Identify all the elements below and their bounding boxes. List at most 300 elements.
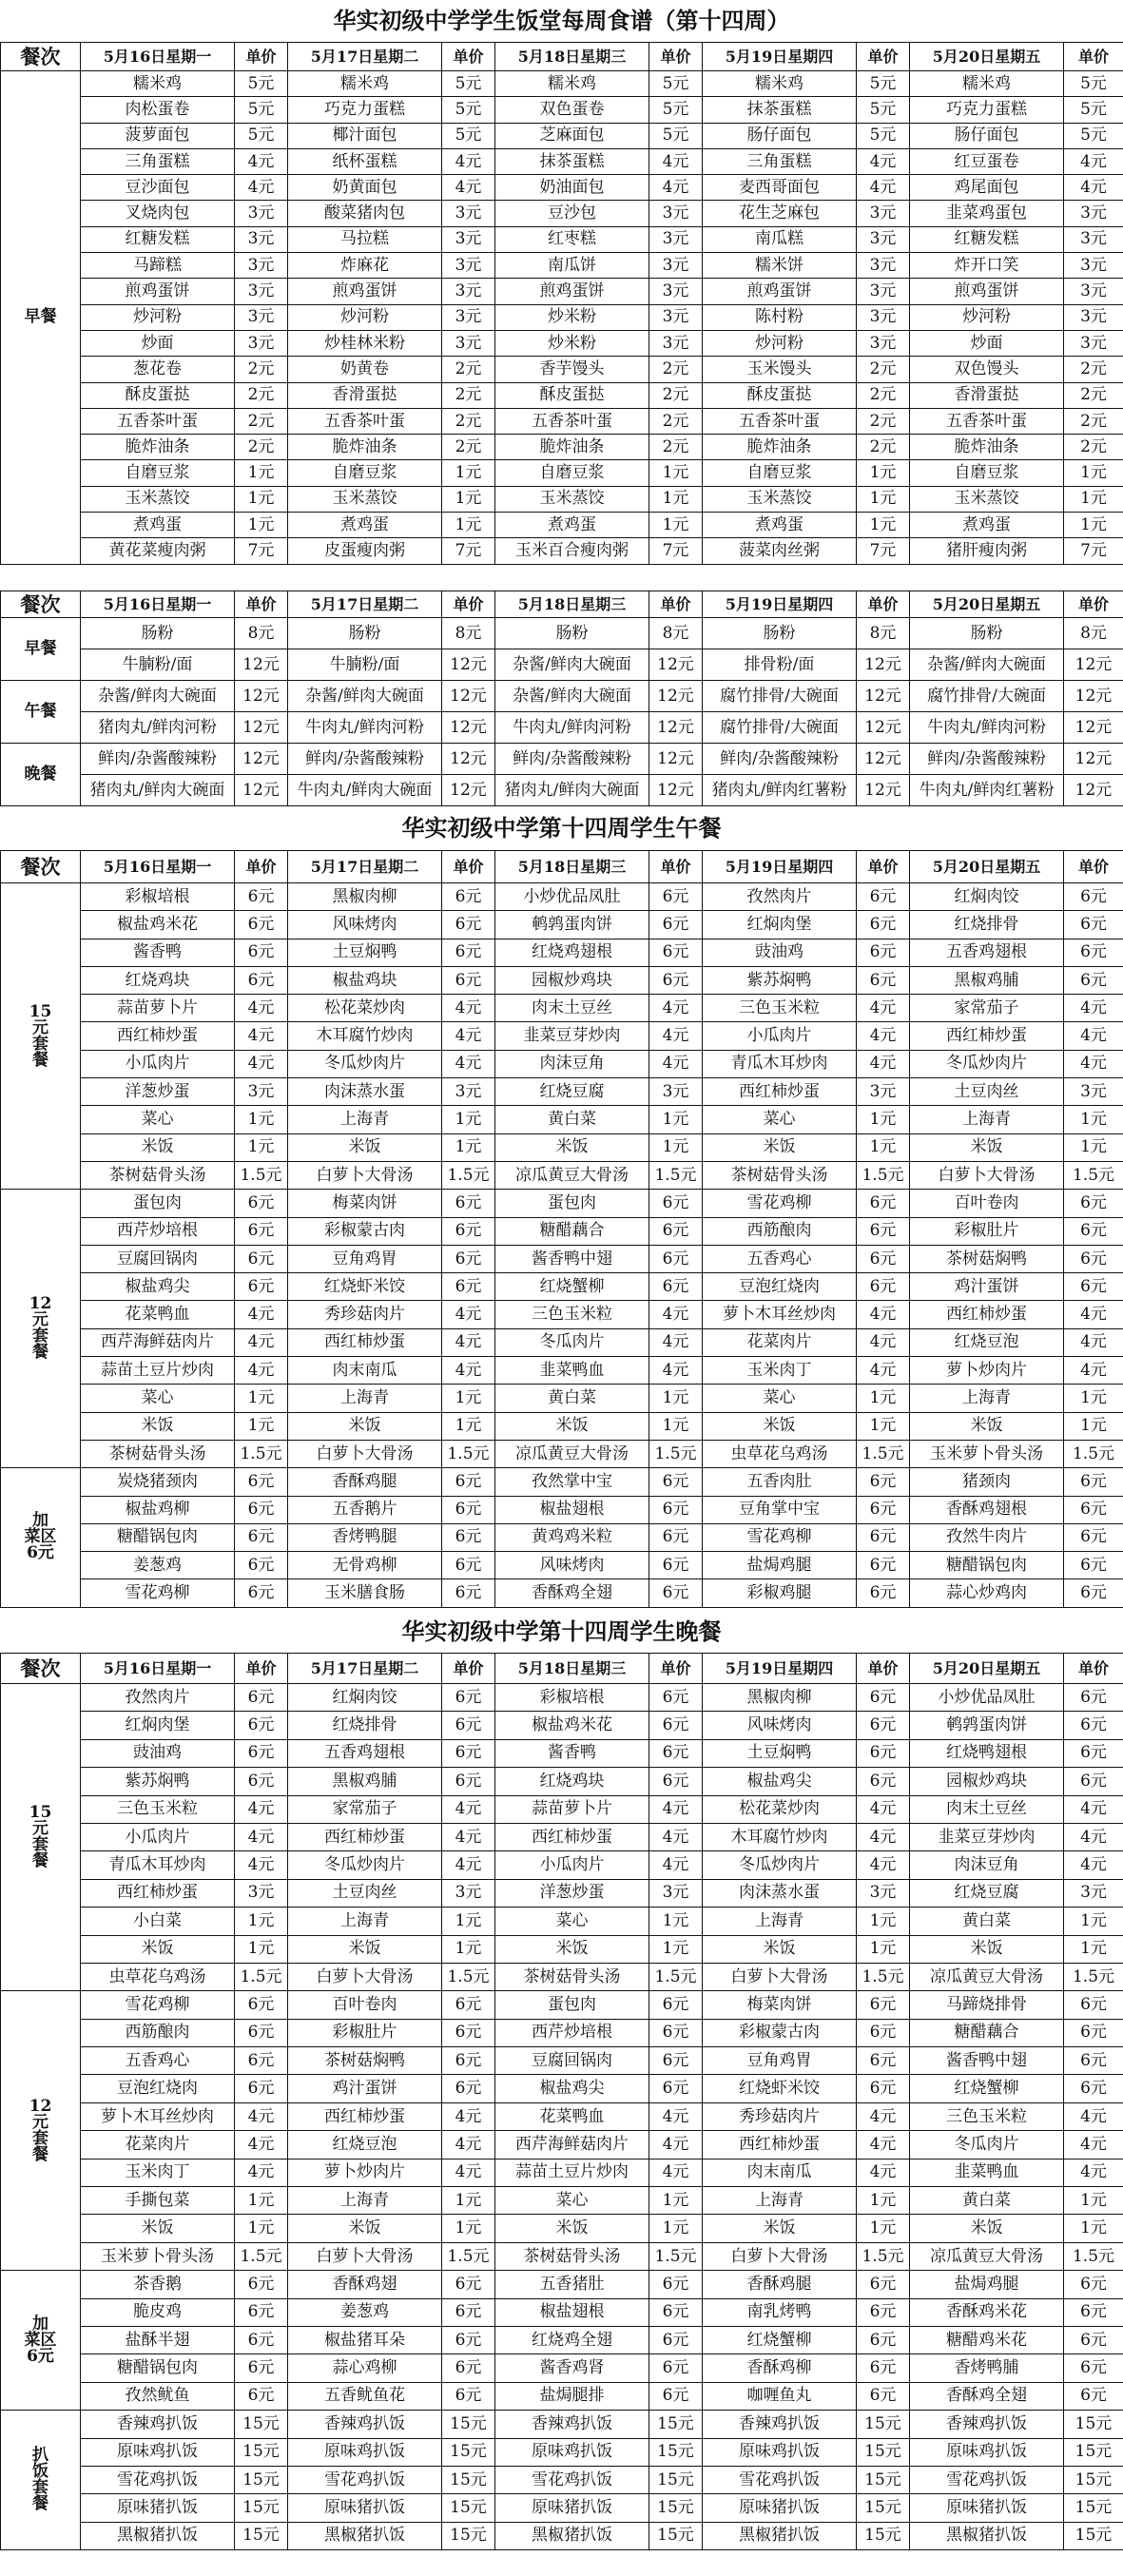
lunch-dish-cell: 花菜鸭血 [81,1301,235,1328]
dinner-dish-cell: 米饭 [703,2215,857,2242]
dinner-price-cell: 15元 [442,2522,495,2549]
dinner-dish-cell: 木耳腐竹炒肉 [703,1823,857,1850]
breakfast-dish-cell: 炒米粉 [495,330,649,356]
lunch-dish-cell: 孜然肉片 [703,883,857,911]
breakfast-dish-cell: 菠萝面包 [81,123,235,148]
breakfast-price-cell: 2元 [442,357,495,382]
dinner-dish-cell: 雪花鸡扒饭 [495,2466,649,2493]
dinner-price-cell: 4元 [857,1851,910,1879]
breakfast-price-cell: 1元 [649,513,703,538]
special-category-label: 午餐 [1,681,81,744]
lunch-price-cell: 6元 [649,939,703,966]
dinner-dish-cell: 椒盐鸡米花 [495,1712,649,1739]
lunch-price-cell: 4元 [442,1050,495,1077]
special-price-cell: 8元 [857,618,910,649]
dinner-dish-cell: 豉油鸡 [81,1739,235,1767]
lunch-price-cell: 6元 [857,1217,910,1245]
special-dish-cell: 猪肉丸/鲜肉大碗面 [81,775,235,806]
lunch-price-cell: 1元 [857,1412,910,1440]
lunch-price-cell: 6元 [442,1579,495,1607]
lunch-price-cell: 6元 [857,1579,910,1607]
dinner-row [1,2159,1123,2186]
breakfast-price-cell: 3元 [857,226,910,252]
breakfast-price-cell: 1元 [857,486,910,512]
lunch-dish-cell: 三色玉米粒 [495,1301,649,1328]
dinner-price-cell: 4元 [235,1795,288,1823]
lunch-row [1,1022,1123,1050]
dinner-dish-cell: 黑椒猪扒饭 [81,2522,235,2549]
dinner-dish-cell: 红焖肉堡 [81,1712,235,1739]
special-header-cell: 5月18日星期三 [495,591,649,618]
lunch-dish-cell: 五香肉肚 [703,1468,857,1496]
dinner-dish-cell: 酱香鸡肾 [495,2354,649,2382]
dinner-price-cell: 6元 [857,1684,910,1712]
lunch-price-cell: 1.5元 [1064,1161,1123,1189]
dinner-dish-cell: 西红柿炒蛋 [288,1823,442,1850]
lunch-dish-cell: 蛋包肉 [495,1190,649,1217]
lunch-dish-cell: 玉米萝卜骨头汤 [910,1440,1064,1467]
dinner-price-cell: 1元 [649,1935,703,1963]
breakfast-price-cell: 3元 [235,279,288,304]
dinner-dish-cell: 冬瓜炒肉片 [288,1851,442,1879]
breakfast-dish-cell: 双色馒头 [910,357,1064,382]
breakfast-price-cell: 3元 [235,253,288,279]
lunch-dish-cell: 百叶卷肉 [910,1190,1064,1217]
lunch-dish-cell: 韭菜鸭血 [495,1357,649,1385]
lunch-price-cell: 4元 [442,995,495,1022]
special-dish-cell: 牛腩粉/面 [81,649,235,681]
dinner-price-cell: 6元 [1064,1684,1123,1712]
lunch-dish-cell: 土豆肉丝 [910,1078,1064,1106]
dinner-dish-cell: 红烧鸭翅根 [910,1739,1064,1767]
breakfast-table [0,42,1123,565]
dinner-dish-cell: 香辣鸡扒饭 [495,2411,649,2438]
lunch-price-cell: 6元 [442,1552,495,1579]
lunch-price-cell: 6元 [442,911,495,939]
special-header-cell: 单价 [1064,591,1123,618]
breakfast-row [1,538,1123,564]
dinner-dish-cell: 雪花鸡柳 [81,1991,235,2019]
dinner-dish-cell: 椒盐猪耳朵 [288,2326,442,2353]
lunch-price-cell: 6元 [857,1273,910,1301]
dinner-price-cell: 4元 [1064,1851,1123,1879]
dinner-dish-cell: 洋葱炒蛋 [495,1879,649,1907]
lunch-dish-cell: 肉末土豆丝 [495,995,649,1022]
special-price-cell: 12元 [1064,744,1123,775]
lunch-price-cell: 6元 [1064,1273,1123,1301]
breakfast-price-cell: 2元 [1064,408,1123,434]
lunch-table-block [0,850,1123,1608]
lunch-dish-cell: 蒜苗土豆片炒肉 [81,1357,235,1385]
lunch-price-cell: 6元 [442,1496,495,1523]
breakfast-price-cell: 5元 [649,123,703,148]
lunch-dish-cell: 上海青 [288,1106,442,1133]
lunch-dish-cell: 西芹海鲜菇肉片 [81,1328,235,1356]
breakfast-price-cell: 3元 [235,304,288,330]
dinner-price-cell: 6元 [442,1739,495,1767]
breakfast-price-cell: 2元 [649,408,703,434]
breakfast-dish-cell: 糯米鸡 [81,71,235,97]
breakfast-price-cell: 2元 [857,408,910,434]
lunch-dish-cell: 米饭 [910,1133,1064,1161]
breakfast-dish-cell: 脆炸油条 [703,435,857,460]
special-dish-cell: 牛腩粉/面 [288,649,442,681]
dinner-price-cell: 6元 [1064,2382,1123,2410]
lunch-dish-cell: 菜心 [81,1385,235,1412]
special-dish-cell: 猪肉丸/鲜肉河粉 [81,712,235,744]
dinner-dish-cell: 小白菜 [81,1908,235,1935]
breakfast-dish-cell: 炒河粉 [288,304,442,330]
dinner-price-cell: 6元 [235,1991,288,2019]
dinner-price-cell: 6元 [235,2382,288,2410]
lunch-dish-cell: 西红柿炒蛋 [703,1078,857,1106]
breakfast-dish-cell: 玉米蒸饺 [288,486,442,512]
special-price-cell: 12元 [649,775,703,806]
dinner-price-cell: 6元 [1064,2298,1123,2326]
dinner-price-cell: 1元 [442,2187,495,2215]
breakfast-price-cell: 3元 [649,226,703,252]
dinner-row [1,2326,1123,2353]
lunch-dish-cell: 肉沫蒸水蛋 [288,1078,442,1106]
lunch-dish-cell: 彩椒蒙古肉 [288,1217,442,1245]
dinner-dish-cell: 秀珍菇肉片 [703,2102,857,2130]
dinner-dish-cell: 酱香鸭中翅 [910,2047,1064,2075]
breakfast-dish-cell: 抹茶蛋糕 [703,97,857,123]
breakfast-dish-cell: 脆炸油条 [288,435,442,460]
dinner-price-cell: 6元 [235,2298,288,2326]
special-dish-cell: 肠粉 [910,618,1064,649]
dinner-dish-cell: 椒盐鸡尖 [703,1768,857,1795]
dinner-price-cell: 6元 [235,2047,288,2075]
dinner-header-cell: 5月19日星期四 [703,1654,857,1684]
lunch-price-cell: 6元 [649,883,703,911]
breakfast-row [1,486,1123,512]
dinner-dish-cell: 南乳烤鸭 [703,2298,857,2326]
dinner-dish-cell: 香酥鸡全翅 [910,2382,1064,2410]
dinner-dish-cell: 雪花鸡扒饭 [910,2466,1064,2493]
lunch-price-cell: 6元 [649,1217,703,1245]
breakfast-price-cell: 7元 [649,538,703,564]
breakfast-dish-cell: 五香茶叶蛋 [495,408,649,434]
lunch-dish-cell: 茶树菇骨头汤 [703,1161,857,1189]
lunch-price-cell: 6元 [442,1273,495,1301]
dinner-price-cell: 6元 [649,1768,703,1795]
dinner-price-cell: 6元 [442,2326,495,2353]
breakfast-price-cell: 1元 [235,486,288,512]
dinner-price-cell: 6元 [857,2019,910,2046]
lunch-row [1,1579,1123,1607]
lunch-dish-cell: 冬瓜炒肉片 [910,1050,1064,1077]
lunch-dish-cell: 鸡汁蛋饼 [910,1273,1064,1301]
dinner-price-cell: 3元 [235,1879,288,1907]
dinner-row [1,1991,1123,2019]
special-dish-cell: 鲜肉/杂酱酸辣粉 [495,744,649,775]
special-price-cell: 12元 [1064,681,1123,712]
lunch-price-cell: 6元 [235,966,288,994]
dinner-price-cell: 1元 [235,1935,288,1963]
dinner-dish-cell: 青瓜木耳炒肉 [81,1851,235,1879]
breakfast-price-cell: 2元 [442,382,495,408]
lunch-dish-cell: 糖醋锅包肉 [81,1523,235,1551]
special-category-label: 晚餐 [1,744,81,806]
dinner-dish-cell: 五香猪肚 [495,2271,649,2298]
dinner-price-cell: 4元 [235,1823,288,1850]
dinner-dish-cell: 花菜肉片 [81,2131,235,2159]
lunch-dish-cell: 茶树菇骨头汤 [81,1161,235,1189]
special-price-cell: 12元 [649,681,703,712]
special-dish-cell: 腐竹排骨/大碗面 [910,681,1064,712]
breakfast-dish-cell: 奶黄面包 [288,175,442,201]
dinner-dish-cell: 土豆焖鸭 [703,1739,857,1767]
special-dish-cell: 牛肉丸/鲜肉大碗面 [288,775,442,806]
dinner-dish-cell: 香辣鸡扒饭 [703,2411,857,2438]
lunch-price-cell: 1.5元 [235,1161,288,1189]
dinner-dish-cell: 孜然肉片 [81,1684,235,1712]
lunch-dish-cell: 蒜苗萝卜片 [81,995,235,1022]
special-price-cell: 12元 [442,681,495,712]
dinner-price-cell: 6元 [1064,2271,1123,2298]
breakfast-dish-cell: 自磨豆浆 [703,460,857,486]
dinner-dish-cell: 香辣鸡扒饭 [910,2411,1064,2438]
dinner-dish-cell: 紫苏焖鸭 [81,1768,235,1795]
breakfast-dish-cell: 炒河粉 [81,304,235,330]
breakfast-dish-cell: 三角蛋糕 [81,148,235,174]
dinner-row [1,2522,1123,2549]
dinner-dish-cell: 黑椒猪扒饭 [495,2522,649,2549]
dinner-category-label: 15 元 套 餐 [1,1684,81,1991]
dinner-dish-cell: 米饭 [288,1935,442,1963]
breakfast-price-cell: 3元 [857,279,910,304]
lunch-dish-cell: 雪花鸡柳 [81,1579,235,1607]
breakfast-dish-cell: 皮蛋瘦肉粥 [288,538,442,564]
dinner-row [1,1935,1123,1963]
breakfast-price-cell: 4元 [857,175,910,201]
breakfast-dish-cell: 自磨豆浆 [288,460,442,486]
special-dish-cell: 肠粉 [703,618,857,649]
special-dish-cell: 鲜肉/杂酱酸辣粉 [288,744,442,775]
breakfast-price-cell: 1元 [442,513,495,538]
dinner-dish-cell: 韭菜豆芽炒肉 [910,1823,1064,1850]
dinner-price-cell: 15元 [649,2411,703,2438]
dinner-dish-cell: 五香鱿鱼花 [288,2382,442,2410]
special-price-cell: 12元 [1064,649,1123,681]
breakfast-row [1,71,1123,97]
lunch-dish-cell: 米饭 [495,1133,649,1161]
dinner-price-cell: 6元 [649,1739,703,1767]
special-header-cell: 单价 [857,591,910,618]
lunch-dish-cell: 红烧豆泡 [910,1328,1064,1356]
breakfast-price-cell: 3元 [235,330,288,356]
breakfast-price-cell: 3元 [442,304,495,330]
dinner-dish-cell: 雪花鸡扒饭 [703,2466,857,2493]
dinner-price-cell: 4元 [649,2159,703,2186]
breakfast-dish-cell: 炒河粉 [910,304,1064,330]
dinner-dish-cell: 萝卜木耳丝炒肉 [81,2102,235,2130]
lunch-dish-cell: 黄白菜 [495,1385,649,1412]
lunch-price-cell: 1元 [649,1385,703,1412]
dinner-price-cell: 15元 [1064,2466,1123,2493]
dinner-dish-cell: 手撕包菜 [81,2187,235,2215]
lunch-price-cell: 4元 [649,1301,703,1328]
breakfast-row [1,382,1123,408]
breakfast-dish-cell: 玉米百合瘦肉粥 [495,538,649,564]
breakfast-price-cell: 5元 [649,71,703,97]
lunch-row [1,1385,1123,1412]
special-header-cell: 5月20日星期五 [910,591,1064,618]
dinner-dish-cell: 上海青 [703,2187,857,2215]
lunch-dish-cell: 香酥鸡全翅 [495,1579,649,1607]
dinner-price-cell: 6元 [649,2019,703,2046]
dinner-dish-cell: 香辣鸡扒饭 [288,2411,442,2438]
breakfast-price-cell: 1元 [1064,486,1123,512]
lunch-row [1,1217,1123,1245]
dinner-dish-cell: 白萝卜大骨汤 [703,1963,857,1990]
special-price-cell: 12元 [442,775,495,806]
dinner-price-cell: 6元 [442,2382,495,2410]
breakfast-price-cell: 4元 [235,175,288,201]
lunch-dish-cell: 盐焗鸡腿 [703,1552,857,1579]
special-table-block [0,591,1123,806]
dinner-dish-cell: 白萝卜大骨汤 [288,2242,442,2270]
breakfast-price-cell: 2元 [442,408,495,434]
breakfast-dish-cell: 炒面 [81,330,235,356]
dinner-price-cell: 6元 [442,2047,495,2075]
dinner-dish-cell: 凉瓜黄豆大骨汤 [910,1963,1064,1990]
dinner-dish-cell: 香酥鸡腿 [703,2271,857,2298]
breakfast-price-cell: 4元 [1064,175,1123,201]
breakfast-dish-cell: 南瓜饼 [495,253,649,279]
dinner-price-cell: 6元 [857,1768,910,1795]
breakfast-dish-cell: 香芋馒头 [495,357,649,382]
dinner-price-cell: 6元 [442,2075,495,2102]
dinner-price-cell: 15元 [649,2522,703,2549]
lunch-price-cell: 1元 [857,1106,910,1133]
lunch-dish-cell: 米饭 [288,1412,442,1440]
breakfast-dish-cell: 豆沙面包 [81,175,235,201]
breakfast-price-cell: 5元 [235,123,288,148]
lunch-dish-cell: 红烧排骨 [910,911,1064,939]
lunch-price-cell: 6元 [649,1579,703,1607]
lunch-dish-cell: 椒盐翅根 [495,1496,649,1523]
lunch-dish-cell: 红烧鸡块 [81,966,235,994]
lunch-price-cell: 4元 [649,1022,703,1050]
breakfast-price-cell: 4元 [857,148,910,174]
breakfast-dish-cell: 红豆蛋卷 [910,148,1064,174]
lunch-price-cell: 6元 [442,1468,495,1496]
breakfast-dish-cell: 炒河粉 [703,330,857,356]
lunch-row [1,1245,1123,1272]
breakfast-dish-cell: 煎鸡蛋饼 [910,279,1064,304]
lunch-price-cell: 6元 [235,1579,288,1607]
breakfast-dish-cell: 葱花卷 [81,357,235,382]
dinner-row [1,1712,1123,1739]
dinner-price-cell: 1.5元 [1064,2242,1123,2270]
breakfast-dish-cell: 红糖发糕 [81,226,235,252]
lunch-dish-cell: 肉末南瓜 [288,1357,442,1385]
breakfast-price-cell: 4元 [649,175,703,201]
dinner-dish-cell: 米饭 [81,2215,235,2242]
breakfast-price-cell: 3元 [649,330,703,356]
breakfast-row [1,253,1123,279]
breakfast-dish-cell: 巧克力蛋糕 [288,97,442,123]
breakfast-dish-cell: 糯米鸡 [703,71,857,97]
dinner-dish-cell: 脆皮鸡 [81,2298,235,2326]
breakfast-header-cell: 单价 [857,43,910,71]
breakfast-price-cell: 1元 [235,460,288,486]
lunch-price-cell: 6元 [649,1190,703,1217]
dinner-dish-cell: 原味鸡扒饭 [288,2438,442,2466]
dinner-price-cell: 6元 [1064,2019,1123,2046]
dinner-dish-cell: 香烤鸭脯 [910,2354,1064,2382]
dinner-price-cell: 4元 [1064,2102,1123,2130]
dinner-price-cell: 4元 [649,2131,703,2159]
dinner-price-cell: 15元 [442,2494,495,2522]
lunch-price-cell: 6元 [235,883,288,911]
lunch-price-cell: 1元 [1064,1106,1123,1133]
dinner-dish-cell: 香酥鸡米花 [910,2298,1064,2326]
dinner-dish-cell: 西筋酿肉 [81,2019,235,2046]
dinner-price-cell: 1元 [1064,1935,1123,1963]
dinner-price-cell: 6元 [1064,2326,1123,2353]
lunch-price-cell: 4元 [1064,1301,1123,1328]
dinner-dish-cell: 西红柿炒蛋 [81,1879,235,1907]
breakfast-price-cell: 5元 [857,97,910,123]
lunch-dish-cell: 椒盐鸡尖 [81,1273,235,1301]
lunch-price-cell: 4元 [857,1050,910,1077]
breakfast-dish-cell: 奶油面包 [495,175,649,201]
breakfast-price-cell: 3元 [442,330,495,356]
dinner-row [1,1795,1123,1823]
dinner-title: 华实初级中学第十四周学生晚餐 [401,1617,722,1645]
dinner-dish-cell: 茶树菇骨头汤 [495,1963,649,1990]
dinner-dish-cell: 蒜苗土豆片炒肉 [495,2159,649,2186]
dinner-dish-cell: 盐酥半翅 [81,2326,235,2353]
breakfast-price-cell: 2元 [1064,382,1123,408]
dinner-price-cell: 15元 [1064,2522,1123,2549]
special-price-cell: 12元 [649,649,703,681]
dinner-price-cell: 6元 [857,1739,910,1767]
dinner-price-cell: 4元 [235,2131,288,2159]
dinner-dish-cell: 茶香鹅 [81,2271,235,2298]
dinner-row [1,2271,1123,2298]
dinner-dish-cell: 菜心 [495,2187,649,2215]
dinner-price-cell: 15元 [235,2466,288,2493]
special-price-cell: 12元 [235,712,288,744]
dinner-dish-cell: 黄白菜 [910,2187,1064,2215]
lunch-header-cell: 餐次 [1,851,81,883]
dinner-price-cell: 1元 [857,1935,910,1963]
dinner-dish-cell: 冬瓜炒肉片 [703,1851,857,1879]
lunch-row [1,883,1123,911]
breakfast-dish-cell: 花生芝麻包 [703,201,857,226]
lunch-header-cell: 单价 [235,851,288,883]
dinner-price-cell: 6元 [649,2382,703,2410]
breakfast-price-cell: 5元 [857,71,910,97]
breakfast-row [1,97,1123,123]
lunch-price-cell: 6元 [857,1552,910,1579]
breakfast-price-cell: 4元 [442,148,495,174]
lunch-price-cell: 6元 [857,883,910,911]
breakfast-row [1,408,1123,434]
breakfast-dish-cell: 炒米粉 [495,304,649,330]
dinner-dish-cell: 雪花鸡扒饭 [288,2466,442,2493]
lunch-dish-cell: 松花菜炒肉 [288,995,442,1022]
dinner-header-cell: 单价 [857,1654,910,1684]
dinner-dish-cell: 上海青 [288,2187,442,2215]
breakfast-dish-cell: 韭菜鸡蛋包 [910,201,1064,226]
dinner-price-cell: 6元 [235,1768,288,1795]
special-header-cell: 餐次 [1,591,81,618]
